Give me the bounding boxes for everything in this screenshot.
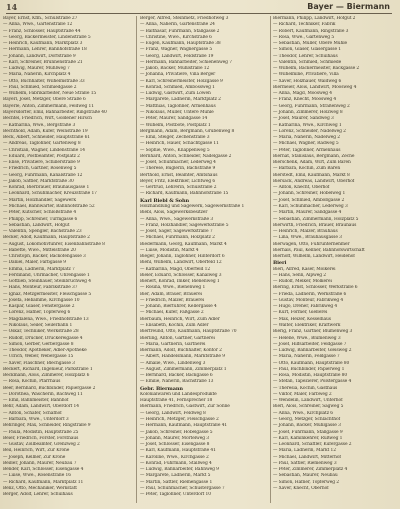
directory-entry: Bieger, Johann, Taglöhner, Hinterdorf 6 (140, 254, 225, 260)
directory-column-3 (273, 16, 397, 503)
directory-entry: — Karl, Schreinermeister, Holzgasse 9 (140, 78, 223, 84)
directory-entry: — Georg, Bäckermeister, Lindenstraße 5 (3, 34, 91, 40)
directory-entry: — Frieda, Ladnerin, Werkstraße 6 (273, 291, 347, 297)
directory-entry: — Emma, Ladnerin, Marktplatz 7 (3, 266, 75, 272)
directory-entry: — Maria, Näherin, Kirchplatz 4 (3, 72, 71, 78)
directory-entry: — Hans, Monteur, Fabrikstraße 37 (3, 285, 78, 291)
directory-entry: — Gertrud, Lehrerin, Schulstraße 2 (140, 185, 217, 191)
directory-entry: — Rosa, Wwe., Gartenweg 5 (273, 34, 335, 40)
directory-entry: — Elisabeth, Köchin, Zum Adler (140, 323, 209, 329)
directory-entry: — Josef, Fuhrmann, Stallgasse 9 (273, 429, 343, 435)
directory-entry: — Josef, Säger, Sägewerkstraße 7 (140, 229, 213, 235)
directory-entry: — Ulrich, Weber, Webergasse 15 (3, 354, 74, 360)
directory-entry: — Peter, Taglöhner, Unterdorf 10 (140, 492, 211, 498)
directory-entry: — Emil, Bahnmeister, Bahnhof (3, 398, 69, 404)
directory-entry: — Max, Heizer, Kesselhaus (273, 316, 331, 322)
directory-entry: — Michael, Landwirt, Mitterhof (273, 454, 341, 460)
directory-entry: — Oskar, Techniker, Werkstraße 28 (3, 329, 79, 335)
directory-entry: — Hermann, Kaufmann, Hauptstraße 41 (140, 423, 228, 429)
directory-entry: — Leonhard, Schäffler, Küfergasse 2 (273, 442, 352, 448)
directory-entry: — Peter, Maurer, Sandgasse 14 (140, 116, 208, 122)
directory-entry: — Anna, Näherin, Gartenstraße 24 (140, 22, 215, 28)
directory-entry: — Bernhard, Bäcker, Backgasse 6 (140, 373, 213, 379)
directory-entry: Behr, Adam, Landwirt, Oberdorf 14 (3, 404, 79, 410)
directory-entry: — Paula, Modistin, Hauptstraße 25 (3, 429, 79, 435)
directory-entry: — Gottlieb, Steinhauer, Steinbruchweg 4 (3, 279, 91, 285)
directory-entry: — Martin, Sattler, Riemengasse 1 (140, 479, 213, 485)
directory-entry: — Simon, Glaser, Glasergasse 1 (273, 47, 341, 53)
directory-entry: Holzhandlung und Sägewerk, Sägewerkstraße 1 (140, 203, 245, 209)
directory-entry: Bierwagen, Otto, Fuhrunternehmer (273, 241, 350, 247)
directory-entry: — Georg, Metzger, Schlachthof (273, 417, 341, 422)
directory-entry: — Heinrich, Mälzer, Brauhaus (273, 229, 338, 235)
directory-entry: — Katharina, Magd, Oberfeld 12 (140, 266, 211, 272)
directory-entry: — Stefan, Tapezierer, Polstergasse 4 (273, 379, 352, 385)
directory-entry: — Johann, Landwirt, Dorfstraße 9 (3, 53, 76, 59)
directory-entry: — Walter, Elektriker, Kraftwerk (273, 323, 341, 329)
directory-entry: — Franz, Holzhändler, Sägewerkstraße 5 (140, 222, 229, 228)
directory-column-2 (140, 16, 268, 503)
directory-entry: — Georg, Fuhrmann, Straßenweg 2 (273, 103, 350, 109)
directory-entry: — Karl, Kaufmann, Hauptstraße 41 (140, 448, 216, 454)
directory-entry: — Anna, Wwe., Gartenstraße 12 (3, 22, 73, 28)
directory-entry: — Rosa, Köchin, Pfarrhaus (3, 379, 61, 385)
page-number: 14 (6, 2, 18, 12)
directory-entry: Berger, Adolf, Lehrer, Schulhaus (3, 492, 73, 498)
directory-entry: — Jakob, Sattler, Marktstraße 30 (3, 178, 74, 184)
directory-entry: — Daniel, Maler, Farbgasse 9 (3, 260, 67, 266)
directory-entry: — Paul, Sattler, Riemenweg 3 (273, 460, 337, 466)
directory-entry: — Sebastian, Landwirt, Hofgut (3, 222, 70, 228)
directory-entry: — Therese, Büglerin, Bachstraße 9 (140, 166, 216, 172)
directory-entry: Biermann, Friedrich, Gastwirt, Zur Sonne (140, 404, 230, 410)
directory-entry: — Simon, Hafner, Töpferweg 2 (273, 479, 339, 485)
directory-entry: Bierl, Alois, Schreiner, Sägweg 5 (273, 404, 344, 410)
directory-entry: — Hermann, Lehrer, Bahnhofstraße 18 (3, 47, 87, 53)
directory-entry: — Valentin, Schmied, Schmiede (273, 59, 342, 65)
directory-entry: — Ludwig, Bahnarbeiter, Bahnweg 9 (140, 467, 219, 473)
directory-entry: Bender, Karl, Schlosser, Eisengasse 4 (3, 467, 84, 473)
directory-entry: — Leonhard, Schuhmacher, Kreuzstraße 17 (3, 191, 97, 197)
directory-entry: Bechtel, Friedrich, Wirt, Goldener Hirsch (3, 116, 92, 122)
directory-entry: — Otto, Kaufmann, Hauptstraße 80 (273, 360, 350, 366)
directory-entry: — Philipp, Schreiner, Turmgasse 6 (3, 216, 78, 222)
directory-entry: Becker, Adolf, Kaufmann, Hauptstraße 2 (3, 235, 90, 241)
directory-entry: Hauptstraße 41, Fernsprecher 18 (140, 398, 213, 404)
directory-entry: — Johann, Schreiner, Hobelweg 1 (273, 191, 346, 197)
directory-entry: — Balthasar, Fuhrmann, Stallgasse 2 (140, 28, 220, 34)
directory-entry: — Peter, Kutscher, Schloßstraße 4 (3, 210, 77, 216)
directory-entry: — Martin, Holzhändler, Sägewerk (3, 197, 76, 203)
directory-entry: — Anna, Wwe., Sägewerkstraße 3 (140, 216, 214, 222)
directory-column-1 (3, 16, 133, 503)
directory-entry: — Ludwig, Gastwirt, Zum Löwen (140, 91, 211, 97)
directory-entry: — Barbara, Wwe., Unterdorf 3 (3, 417, 69, 422)
directory-entry: — Theodor, Apotheker, Adler-Apotheke (3, 348, 87, 354)
directory-entry: — Helene, Wwe., Blumenweg 3 (273, 335, 341, 341)
directory-entry: — Theresia, Köchin, Gasthaus (273, 385, 338, 391)
directory-entry: — Konrad, Schmied, Ambossweg 1 (140, 84, 215, 90)
directory-entry: — Heinrich, Kaufmann, Marktplatz 3 (3, 41, 83, 47)
firm-heading: Bieri (273, 260, 287, 267)
directory-entry: Bierstedt, Emil, Kaufmann, Markt 8 (273, 172, 350, 178)
directory-entry: Bayerle, Anton, Zimmermann, Feldweg 11 (3, 103, 94, 109)
directory-entry: Berger, Alfred, Steinmetz, Friedhofweg 3 (140, 16, 229, 21)
directory-entry: — Andreas, Taglöhner, Gartenweg 8 (3, 141, 81, 147)
directory-entry: Bayer, Ernst, Kfm., Schulstraße 27 (3, 16, 78, 21)
column-divider (270, 16, 271, 503)
directory-entry: — Christine, Wwe., Kirchstraße 6 (140, 34, 212, 40)
directory-entry: — Sebastian, Zimmermann, Holzplatz 5 (273, 216, 359, 222)
directory-entry: Bierhals, Paul, Kellner, Bahnhofswirtschaft (273, 247, 365, 253)
directory-entry: Bienert, Konrad, Imker, Bienenweg 1 (140, 279, 220, 285)
directory-entry: Biermann, Philipp, Landwirt, Hofgut 2 (273, 16, 356, 21)
directory-entry: — Josef, Schuhmacher, Lederweg 4 (140, 160, 216, 166)
directory-entry: — Rudolf, Melker, Molkerei (273, 279, 332, 285)
directory-entry: — Konrad, Bierbrauer, Brauhausgasse 1 (3, 185, 90, 191)
directory-entry: — Richard, Kaufmann, Marktplatz 11 (3, 479, 84, 485)
directory-entry: Bierling, Anton, Gärtner, Gärtnerei (140, 335, 215, 341)
directory-entry: — Wilhelm, Fabrikarbeiter, Neue Straße 15 (3, 91, 97, 97)
directory-entry: — Sophie, Wwe., Knappenweg 5 (140, 147, 210, 153)
directory-entry: — Wilhelm, Bäckermeister, Backgasse 2 (273, 66, 360, 72)
directory-entry: — Maria, Gärtnerin, Gärtnerei (140, 341, 206, 347)
directory-entry: — Ferdinand, Uhrmacher, Uhrengasse 1 (3, 272, 90, 278)
directory-entry: — Magdalena, Wwe., Friedhofstraße 13 (3, 316, 89, 322)
directory-entry: — Joseph, Kellner, Zur Krone (3, 454, 66, 460)
column-divider (136, 16, 137, 503)
directory-entry: — Franz, Knecht, Moosweg 4 (273, 97, 337, 103)
directory-entry: — Anna, Wwe., Kirchplatz 6 (273, 410, 333, 416)
directory-entry: — Heinrich, Metzger, Fleischgasse 2 (140, 417, 219, 422)
directory-entry: — Peter, Taglöhner, Armenhaus (273, 147, 341, 153)
directory-entry: Bierfreund, Otto, Kaufmann, Hauptstraße 70 (140, 329, 237, 335)
directory-entry: — Ludwig, Bahnarbeiter, Gleisweg 2 (273, 348, 352, 354)
directory-entry: Bechthold, Adam, Küfer, Weinstraße 19 (3, 128, 88, 134)
directory-entry: — Xaver, Flaschner, Blechgasse 3 (3, 360, 75, 366)
directory-entry: — Paul, Schuhmacher, Schustergasse 7 (140, 485, 225, 491)
directory-entry: Bieler, Eduard, Schlosser, Kanalweg 3 (140, 272, 222, 278)
directory-entry: — Margarete, Ladnerin, Markt 5 (140, 473, 211, 479)
directory-entry: Biedermann, Georg, Kaufmann, Markt 4 (140, 241, 227, 247)
directory-entry: — Peter, Zimmerer, Zimmerplatz 4 (273, 467, 348, 473)
directory-entry: — Theodor, Lehrer, Schulhaus (273, 53, 338, 59)
directory-entry: — Nikolaus, Müller, Untere Mühle (140, 109, 214, 115)
directory-entry: — Nikolaus, Seiler, Seilerbahn 1 (3, 323, 73, 329)
directory-entry: — Lorenz, Hafner, Töpferweg 6 (3, 310, 71, 316)
directory-entry: — Barbara, Köchin, Zum Bären (273, 166, 341, 172)
directory-entry: — Josef, Hilfsarbeiter, Feldgasse 7 (273, 341, 347, 347)
directory-entry: Bierbaum, Heinrich, Wirt, Zum Adler (140, 316, 220, 322)
firm-heading: Karl Biebl & Sohn (140, 197, 190, 204)
directory-entry: Biering, Ernst, Schlosser, Werkstraße 6 (273, 285, 358, 291)
directory-entry: — Gustav, Zollbeamter, Grenzweg 2 (3, 442, 80, 448)
directory-entry: — Emil, Steiger, Zechenstraße 3 (140, 135, 210, 141)
directory-entry: Bier, Adam, Brauer, Brauerei (140, 291, 202, 297)
directory-entry: — Maria, Näherin, Nadelweg 2 (273, 135, 340, 141)
directory-entry: — Paul, Buchbinder, Papierweg 1 (273, 366, 345, 372)
directory-entry: Kolonialwaren und Landesprodukte (140, 391, 217, 397)
directory-entry: — Lorenz, Schneider, Nadelweg 2 (273, 128, 346, 134)
directory-entry: — Babette, Wwe., Mittelstraße 20 (3, 247, 76, 253)
directory-entry: — Ludwig, Maurer, Mühlweg 7 (3, 66, 70, 72)
directory-entry: — Maria, Ladnerin, Markt 12 (273, 448, 336, 454)
directory-entry: — Hans, Senn, Alpweg 2 (273, 272, 326, 278)
directory-entry: Beyer, Fritz, Elektriker, Lichtweg 6 (140, 178, 216, 184)
directory-entry: — Michael, Fuhrmann, Holzplatz 2 (140, 235, 215, 241)
directory-entry: — Karl, Schuhmacher, Lederweg 3 (273, 203, 348, 209)
directory-entry: — Richard, Kaufmann, Bahnhofstraße 15 (140, 191, 229, 197)
directory-entry: — Konrad, Fuhrmann, Stallweg 4 (140, 460, 212, 466)
directory-entry: Behringer, Max, Schneider, Ringstraße 9 (3, 423, 91, 429)
directory-entry: — Gustav, Monteur, Fabrikweg 4 (273, 297, 344, 303)
directory-entry: Bierig, Franz, Gärtner, Blumenweg 3 (273, 329, 353, 335)
directory-entry: Bierhoff, Wilhelm, Landwirt, Heidehof (273, 254, 355, 260)
directory-entry: — Katharina, Wwe., Kirchweg 1 (273, 122, 342, 128)
directory-entry: — Margarete, Ladnerin, Marktplatz 2 (140, 97, 221, 103)
directory-entry: Biersack, Andreas, Landwirt, Oberhof (273, 178, 355, 184)
directory-entry: — Sebastian, Maurer, Neubau (273, 473, 338, 479)
directory-entry: — Johanna, Privatiere, Villa Berger (140, 72, 216, 78)
directory-entry: Bayerl, Josef, Metzger, Obere Straße 6 (3, 97, 86, 103)
directory-entry: — Hermann, Bahnarbeiter, Schienenweg 7 (140, 59, 232, 65)
directory-entry: Beck, Albert, Schneider, Hauptstraße 61 (3, 135, 90, 141)
directory-entry: — Eugen, Kaufmann, Hauptstraße 38 (140, 41, 221, 47)
directory-entry: — Katharina, Wwe., Bergstraße 3 (3, 122, 76, 128)
directory-entry: — Viktor, Maler, Farbweg 2 (273, 391, 332, 397)
directory-entry: — Amalie, Wwe., Lindenweg 3 (140, 360, 206, 366)
directory-entry: — Wendelin, Landwirt, Unterhof (273, 398, 343, 404)
directory-entry: — Sebastian, Müller, Obere Mühle (273, 41, 348, 47)
directory-entry: — Emilie, Näherin, Bachstraße 13 (140, 379, 214, 385)
directory-entry: Bernhard, Anton, Schneider, Nadelgasse 2 (140, 153, 232, 159)
directory-entry: — Hugo, Dreher, Fabrikweg 4 (273, 304, 338, 310)
directory-entry: Beckmann, Alois, Zimmerer, Holzplatz 6 (3, 373, 90, 379)
directory-entry: — Maria, Näherin, Feldgasse 7 (273, 354, 340, 360)
directory-entry: — August, Lokomotivführer, Eisenbahnstraße 8 (3, 241, 105, 247)
directory-entry: Biehl, Wilhelm, Landwirt, Oberfeld 12 (140, 260, 222, 266)
directory-entry: — Jakob, Bäcker, Mühlstraße 12 (140, 66, 210, 72)
directory-entry: — Heinrich, Hauer, Schachtgasse 11 (140, 141, 219, 147)
directory-entry: — Rudolf, Drucker, Druckereigasse 4 (3, 335, 83, 341)
directory-entry: Berthold, Ernst, Beamter, Amtshaus (140, 172, 218, 178)
directory-entry: — Kurt, Former, Gießerei (273, 310, 328, 316)
directory-entry: — Xaver, Holzhauer, Waldweg 6 (273, 78, 342, 84)
directory-entry: — August, Zimmermann, Zimmerplatz 1 (140, 366, 227, 372)
directory-entry: — Ignaz, Metzgermeister, Fleischgasse 5 (3, 291, 92, 297)
directory-entry: — Michael, Küfer, Faßgasse 2 (140, 310, 204, 316)
directory-entry: — Johann, Bierführer, Kellergasse 4 (140, 304, 217, 310)
directory-entry: Bergmann, Adam, Bergmann, Grubenweg 8 (140, 128, 235, 134)
directory-entry: — Anton, Schäfer, Schafhof (3, 410, 62, 416)
directory-entry: Beil, Heinrich, Wirt, Zur Krone (3, 448, 70, 454)
directory-entry: — Luise, Wwe., Rosenstraße 16 (3, 473, 71, 479)
directory-entry: — Simon, Gerber, Gerbergasse 8 (3, 341, 74, 347)
directory-entry: — Rosina, Wwe., Bienenweg 1 (140, 285, 206, 291)
directory-entry: Biebl, Alois, Sägewerksbesitzer (140, 210, 208, 216)
directory-entry: — Friedrich, Gärtner, Rosenweg 5 (3, 166, 77, 172)
directory-entry: — Johann, Bäcker, Mühlgasse 3 (273, 423, 341, 429)
directory-entry: — Luise, Modistin, Markt 4 (140, 247, 199, 253)
directory-entry: — Anton, Knecht, Oberhof (273, 185, 330, 191)
directory-entry: Bayersdörfer, Emil, Bahnarbeiter, Ringstraße 40 (3, 109, 107, 115)
directory-entry: — Josef, Schlosser, Eisengasse 8 (140, 442, 210, 448)
directory-entry: — Johann, Zimmerer, Holzweg 8 (273, 109, 343, 115)
directory-entry: — Franz, Wagner, Wagnergasse 5 (140, 47, 213, 53)
directory-entry: — Johann, Maurer, Mörtelweg 3 (140, 435, 209, 441)
directory-entry: — Martin, Maurer, Sandgasse 4 (273, 210, 342, 216)
directory-entry: — Christian, Wagner, Lindenstraße 14 (3, 147, 85, 153)
directory-entry: Beckert, Richard, Ingenieur, Parkstraße 1 (3, 366, 93, 372)
directory-entry: — Richard, Techniker, Fabrik (273, 22, 336, 28)
directory-entry: — Valentin, Spengler, Bachstraße 23 (3, 229, 82, 235)
directory-entry: — Georg, Landwirt, Feldweg 8 (140, 410, 206, 416)
directory-entry: — Josef, Schmied, Amboßgasse 2 (273, 197, 345, 203)
directory-entry: — Eduard, Postbeamter, Postplatz 2 (3, 153, 80, 159)
directory-entry: — Michael, Bahnwärter, Bahnhofstraße 52 (3, 203, 95, 209)
directory-entry: — Franz, Schlosser, Hauptstraße 44 (3, 28, 81, 34)
directory-entry: — Otto, Buchhalter, Wilhelmstraße 33 (3, 78, 85, 84)
directory-entry: — Jakob, Schreiner, Hobelgasse 5 (140, 429, 213, 435)
directory-entry: — Kaspar, Glaser, Fenstergasse 2 (3, 304, 75, 310)
running-head: Bayer — Biermann (307, 2, 390, 11)
directory-entry: Bierschenk, Adam, Wirt, Zum Bären (273, 160, 351, 166)
directory-entry: — Xaver, Knecht, Oberhof (273, 485, 329, 491)
directory-entry: Biernat, Stanislaus, Bergmann, Zeche (273, 153, 355, 159)
directory-entry: — Wilhelm, Postbote, Postplatz 1 (140, 122, 211, 128)
directory-entry: — Friedrich, Mälzer, Brauerei (140, 297, 205, 303)
directory-entry: — Michael, Wagner, Radweg 5 (273, 141, 339, 147)
directory-entry: — Anna, Magd, Moosweg 4 (273, 91, 332, 97)
directory-entry: Beier, Friedrich, Förster, Forsthaus (3, 435, 79, 441)
directory-entry: — Rosa, Modistin, Hauptstraße 80 (273, 373, 348, 379)
directory-entry: — Robert, Kaufmann, Ringstraße 3 (273, 28, 349, 34)
directory-entry: Benz, Otto, Mechaniker, Werkstatt (3, 485, 77, 491)
directory-entry: — Albert, Handelsmann, Marktstraße 9 (140, 354, 225, 360)
directory-entry: Biermann, Adolf, Buchhalter, Kontor 2 (140, 348, 222, 354)
directory-entry: — Josef, Maurer, Sandweg 3 (273, 116, 334, 122)
directory-entry: — Karl, Schreiner, Brunnenstraße 21 (3, 59, 83, 65)
directory-entry: — Karoline, Wwe., Kirchgasse 2 (140, 454, 209, 460)
firm-heading: Gebr. Biermann (140, 385, 183, 392)
directory-entry: — Wilhelmine, Privatiere, Villa (273, 72, 339, 78)
directory-entry: — Elise, Privatiere, Schillerstraße 9 (3, 160, 80, 166)
directory-entry: Beißer, Johann, Maurer, Neubau 7 (3, 460, 77, 466)
directory-entry: — Josefa, Hebamme, Kirchgasse 10 (3, 297, 80, 303)
directory-entry: Biermeier, Alois, Landwirt, Moosweg 4 (273, 84, 357, 90)
directory-entry: — Paul, Schmied, Schmiedgasse 2 (3, 84, 77, 90)
directory-entry: — Georg, Fuhrmann, Kanalstraße 12 (3, 172, 83, 178)
header-rule (6, 13, 392, 14)
directory-entry: — Christoph, Bäcker, Backofengasse 3 (3, 254, 86, 260)
directory-entry: Beer, Bernhard, Buchbinder, Papiergasse 2 (3, 385, 96, 391)
directory-entry: — Georg, Landwirt, Feldstraße 19 (140, 53, 214, 59)
directory-entry: — Matthias, Taglöhner, Armenhaus (140, 103, 216, 109)
directory-entry: — Lina, Wwe., Brauhausgasse 3 (273, 235, 342, 241)
directory-entry: — Dorothea, Wäscherin, Bachweg 11 (3, 391, 83, 397)
directory-entry: — Karl, Kaminkehrer, Rußweg 1 (273, 435, 343, 441)
directory-entry: Bierwirth, Friedrich, Brauer, Brauhaus (273, 222, 357, 228)
directory-entry: Bieri, Alfred, Käser, Molkerei (273, 266, 336, 272)
